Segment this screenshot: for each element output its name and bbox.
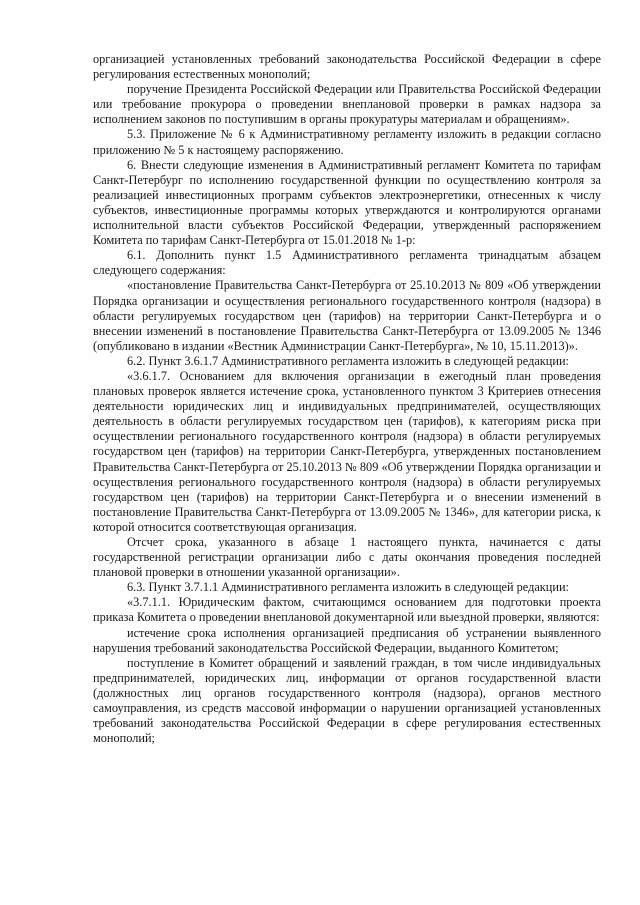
paragraph-9: Отсчет срока, указанного в абзаце 1 настоящего пункта, начинается с даты государственной регистрации организации либо с даты окончания проведения последней плановой проверки в отношении указанной организации». (93, 535, 601, 580)
paragraph-4: 6. Внести следующие изменения в Административный регламент Комитета по тарифам Санкт-Петербург по исполнению государственной функции по осуществлению контроля за реализацией инвестиционных программ субъектов электроэнергетики, отнесенных к числу субъектов, инвестиционные программы которых утверждаются и контролируются органами исполнительной власти субъектов Российской Федерации, утвержденный распоряжением Комитета по тарифам Санкт-Петербурга от 15.01.2018 № 1-р: (93, 157, 601, 248)
paragraph-8: «3.6.1.7. Основанием для включения организации в ежегодный план проведения плановых проверок является истечение срока, установленного пунктом 3 Критериев отнесения деятельности юридических лиц и индивидуальных предпринимателей, осуществляющих деятельность в области регулируемых государством цен (тарифов), к категориям риска при осуществлении регионального государственного контроля (надзора) в области регулируемых государством цен (тарифов) на территории Санкт-Петербурга, утвержденных постановлением Правительства Санкт-Петербурга от 25.10.2013 № 809 «Об утверждении Порядка организации и осуществления регионального государственного контроля (надзора) в области регулируемых государством цен (тарифов) на территории Санкт-Петербурга и о внесении изменений в постановление Правительства Санкт-Петербурга от 13.09.2005 № 1346», для категории риска, к которой относится соответствующая организация. (93, 368, 601, 534)
paragraph-10: 6.3. Пункт 3.7.1.1 Административного регламента изложить в следующей редакции: (127, 580, 569, 595)
paragraph-5: 6.1. Дополнить пункт 1.5 Административного регламента тринадцатым абзацем следующего содержания: (93, 248, 601, 278)
paragraph-11: «3.7.1.1. Юридическим фактом, считающимся основанием для подготовки проекта приказа Комитета о проведении внеплановой документарной или выездной проверки, являются: (93, 595, 601, 625)
paragraph-12: истечение срока исполнения организацией предписания об устранении выявленного нарушения требований законодательства Российской Федерации, выданного Комитетом; (93, 625, 601, 655)
paragraph-1: организацией установленных требований законодательства Российской Федерации в сфере регулирования естественных монополий; (93, 52, 601, 82)
document-body (93, 52, 601, 746)
paragraph-6: «постановление Правительства Санкт-Петербурга от 25.10.2013 № 809 «Об утверждении Порядка организации и осуществления регионального государственного контроля (надзора) в области регулируемых государством цен (тарифов) на территории Санкт-Петербурга и о внесении изменений в постановление Правительства Санкт-Петербурга от 13.09.2005 № 1346 (опубликовано в издании «Вестник Администрации Санкт-Петербурга», № 10, 15.11.2013)». (93, 278, 601, 353)
paragraph-13: поступление в Комитет обращений и заявлений граждан, в том числе индивидуальных предпринимателей, юридических лиц, информации от органов государственной власти (должностных лиц органов государственного контроля (надзора), органов местного самоуправления, из средств массовой информации о нарушении организацией установленных требований законодательства Российской Федерации в сфере регулирования естественных монополий; (93, 655, 601, 746)
paragraph-2: поручение Президента Российской Федерации или Правительства Российской Федерации или требование прокурора о проведении внеплановой проверки в рамках надзора за исполнением законов по поступившим в органы прокуратуры материалам и обращениям». (93, 82, 601, 127)
paragraph-3: 5.3. Приложение № 6 к Административному регламенту изложить в редакции согласно приложению № 5 к настоящему распоряжению. (93, 127, 601, 157)
paragraph-7: 6.2. Пункт 3.6.1.7 Административного регламента изложить в следующей редакции: (127, 353, 569, 368)
